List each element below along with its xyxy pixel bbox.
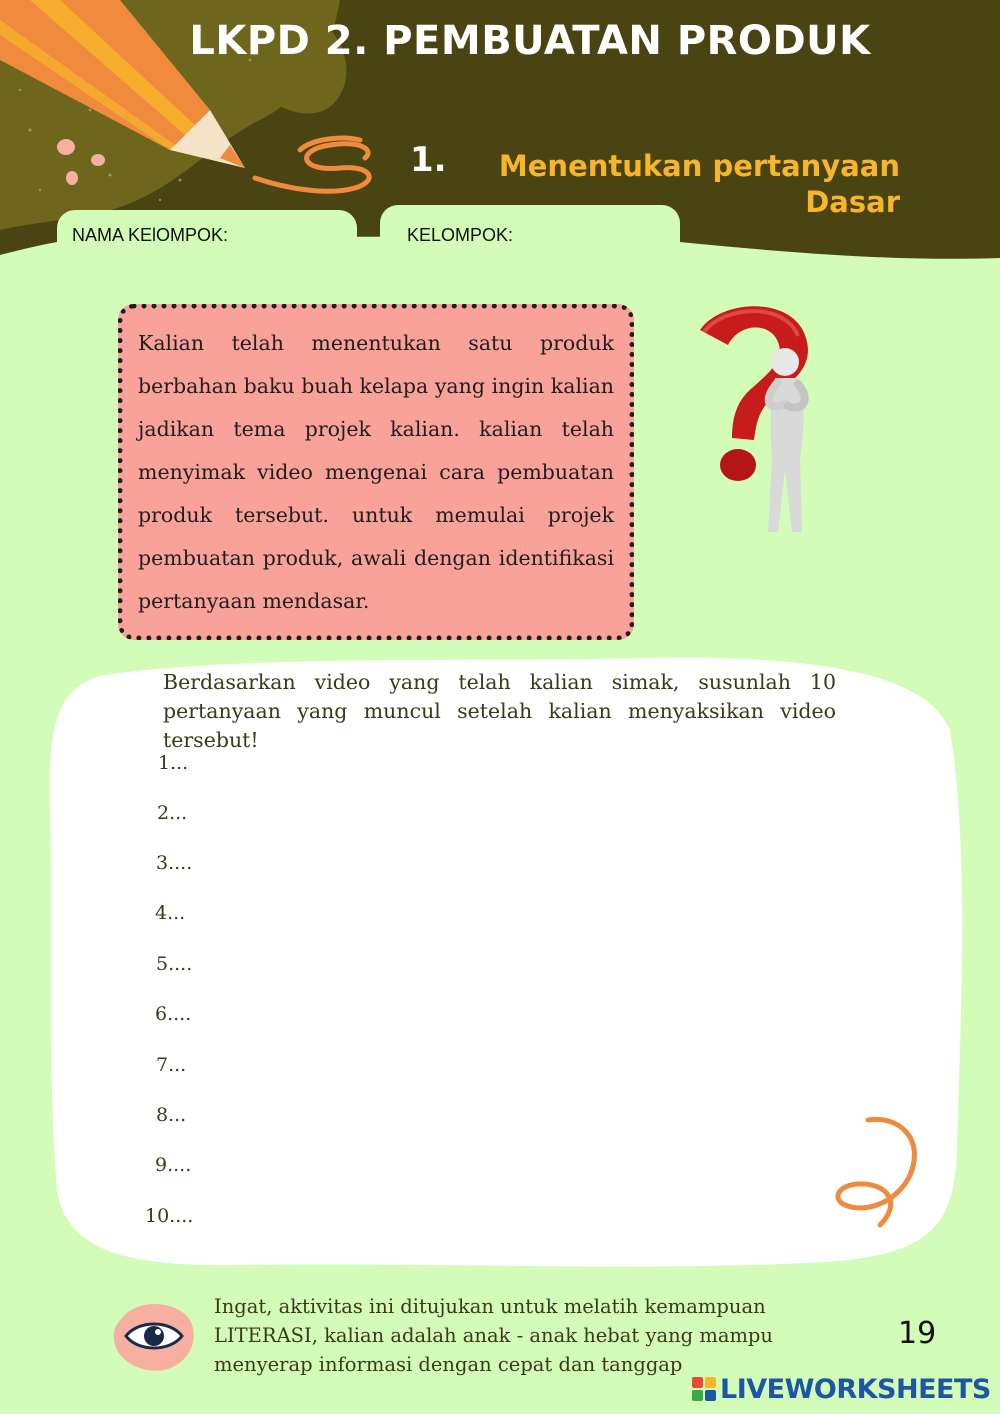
step-number: 1. [410,140,447,180]
group-name-label: NAMA KElOMPOK: [72,225,229,245]
liveworksheets-logo-icon [692,1377,716,1401]
question-item-3[interactable]: 3.... [156,852,193,874]
question-item-7[interactable]: 7... [156,1054,187,1076]
page-title: LKPD 2. PEMBUATAN PRODUK [189,18,871,64]
intro-text: Kalian telah menentukan satu produk berbahan baku buah kelapa yang ingin kalian jadikan tema projek kalian. kalian telah menyimak video mengenai cara pembuatan produk tersebut. untuk memulai projek pembuatan produk, awali dengan identifikasi pertanyaan mendasar. [138,331,614,613]
question-item-9[interactable]: 9.... [155,1154,192,1176]
question-item-5[interactable]: 5.... [156,953,193,975]
question-item-4[interactable]: 4... [155,902,186,924]
group-label: KELOMPOK: [407,225,514,245]
page-number: 19 [898,1316,937,1351]
step-title-line1: Menentukan pertanyaan [498,149,900,183]
question-item-1[interactable]: 1... [158,752,189,774]
reminder-text: Ingat, aktivitas ini ditujukan untuk melatih kemampuan LITERASI, kalian adalah anak - anak hebat yang mampu menyerap informasi dengan cepat dan tanggap [214,1295,773,1376]
step-title-line2: Dasar [805,185,900,219]
brand-name: LIVEWORKSHEETS [720,1373,991,1405]
question-item-8[interactable]: 8... [156,1104,187,1126]
eye-icon [112,1298,196,1372]
squiggle-decoration-icon [830,1110,930,1230]
liveworksheets-brand[interactable] [692,1371,991,1407]
question-item-2[interactable]: 2... [157,802,188,824]
question-item-6[interactable]: 6.... [155,1003,192,1025]
question-instruction: Berdasarkan video yang telah kalian simak, susunlah 10 pertanyaan yang muncul setelah kalian menyaksikan video tersebut! [163,670,836,752]
question-mark-figure-icon [690,300,830,540]
question-item-10[interactable]: 10.... [145,1205,194,1227]
